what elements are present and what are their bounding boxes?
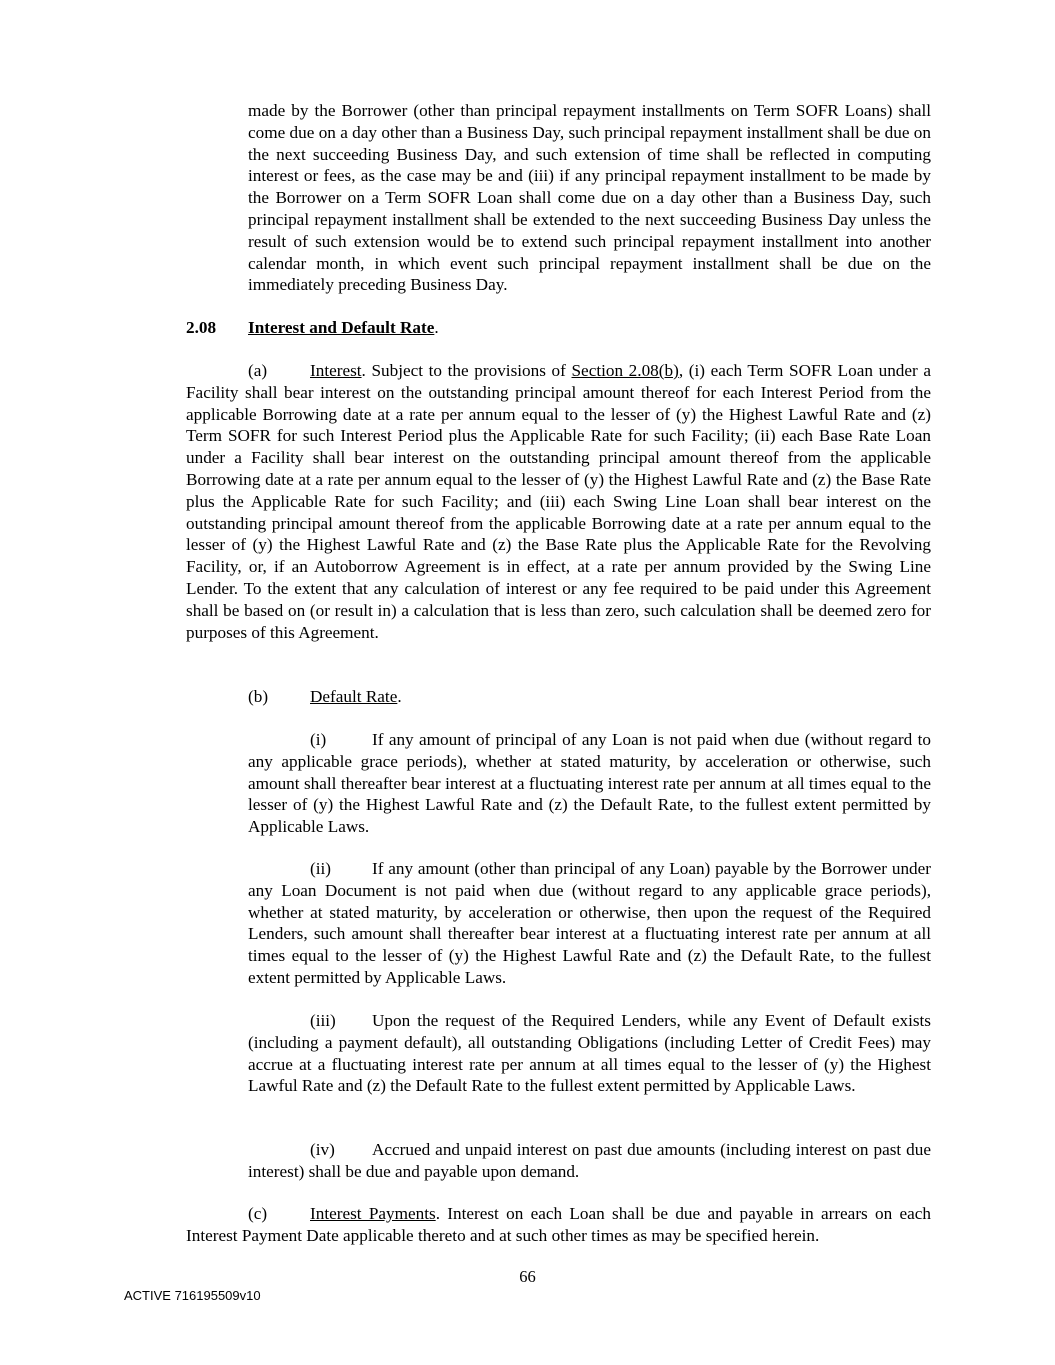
item-ii-label: (ii) <box>310 859 331 878</box>
subsection-c-label: (c) <box>248 1204 268 1223</box>
subsection-a-label: (a) <box>248 361 268 380</box>
item-i-label: (i) <box>310 730 327 749</box>
document-id: ACTIVE 716195509v10 <box>124 1288 261 1303</box>
section-title: Interest and Default Rate <box>248 318 435 337</box>
subsection-b-item-i <box>248 729 931 838</box>
subsection-c-heading: Interest Payments <box>310 1204 436 1223</box>
subsection-b-title: Default Rate <box>310 687 398 706</box>
section-reference-link: Section 2.08(b) <box>571 361 679 380</box>
subsection-b-item-ii <box>248 858 931 989</box>
subsection-b-label: (b) <box>248 687 269 706</box>
item-iv-text: Accrued and unpaid interest on past due amounts (including interest on past due interest) shall be due and payable upon demand. <box>248 1140 931 1181</box>
subsection-a-heading: Interest <box>310 361 362 380</box>
item-i-text: If any amount of principal of any Loan is not paid when due (without regard to any applicable grace periods), whether at stated maturity, by acceleration or otherwise, such amount shall thereafter bear interest at a fluctuating interest rate per annum at all times equal to the lesser of (y) the Highest Lawful Rate and (z) the Default Rate, to the fullest extent permitted by Applicable Laws. <box>248 730 931 837</box>
subsection-a-body: , (i) each Term SOFR Loan under a Facility shall bear interest on the outstanding principal amount thereof for each Interest Period from the applicable Borrowing date at a rate per annum equal to the lesser of (y) the Highest Lawful Rate and (z) Term SOFR for such Interest Period plus the Applicable Rate for such Facility; (ii) each Base Rate Loan under a Facility shall bear interest on the outstanding principal amount thereof from the applicable Borrowing date at a rate per annum equal to the lesser of (y) the Highest Lawful Rate and (z) the Base Rate plus the Applicable Rate for such Facility; and (iii) each Swing Line Loan shall bear interest on the outstanding principal amount thereof from the applicable Borrowing date at a rate per annum equal to the lesser of (y) the Highest Lawful Rate and (z) the Base Rate plus the Applicable Rate for the Revolving Facility, or, if an Autoborrow Agreement is in effect, at a rate per annum provided by the Swing Line Lender. To the extent that any calculation of interest or any fee required to be paid under this Agreement shall be based on (or result in) a calculation that is less than zero, such calculation shall be deemed zero for purposes of this Agreement. <box>186 361 932 642</box>
subsection-b-item-iii <box>248 1010 931 1097</box>
item-iii-text: Upon the request of the Required Lenders, while any Event of Default exists (including a payment default), all outstanding Obligations (including Letter of Credit Fees) may accrue at a fluctuating interest rate per annum at all times equal to the lesser of (y) the Highest Lawful Rate and (z) the Default Rate to the fullest extent permitted by Applicable Laws. <box>248 1011 931 1096</box>
subsection-a-intro: . Subject to the provisions of <box>361 361 572 380</box>
item-iv-label: (iv) <box>310 1140 335 1159</box>
subsection-b-title-suffix: . <box>397 687 402 706</box>
continuation-paragraph: made by the Borrower (other than principal repayment installments on Term SOFR Loans) shall come due on a day other than a Business Day, such principal repayment installment shall be due on the next succeeding Business Day, and such extension of time shall be reflected in computing interest or fees, as the case may be and (iii) if any principal repayment installment to be made by the Borrower on a Term SOFR Loan shall come due on a day other than a Business Day, such principal repayment installment shall be extended to the next succeeding Business Day unless the result of such extension would be to extend such principal repayment installment into another calendar month, in which event such principal repayment installment shall be due on the immediately preceding Business Day. <box>248 101 931 295</box>
section-title-suffix: . <box>434 318 439 337</box>
subsection-b-heading <box>186 686 931 708</box>
item-iii-label: (iii) <box>310 1011 336 1030</box>
item-ii-text: If any amount (other than principal of any Loan) payable by the Borrower under any Loan Document is not paid when due (without regard to any applicable grace periods), whether at stated maturity, by acceleration or otherwise, then upon the request of the Required Lenders, such amount shall thereafter bear interest at a fluctuating interest rate per annum at all times equal to the lesser of (y) the Highest Lawful Rate and (z) the Default Rate, to the fullest extent permitted by Applicable Laws. <box>248 859 931 987</box>
subsection-c-body: . Interest on each Loan shall be due and payable in arrears on each Interest Payment Date applicable thereto and at such other times as may be specified herein. <box>186 1204 932 1245</box>
section-number: 2.08 <box>186 318 217 337</box>
section-heading <box>186 317 439 339</box>
subsection-a <box>186 360 931 643</box>
subsection-b-item-iv <box>248 1139 931 1183</box>
page-number: 66 <box>519 1267 536 1286</box>
subsection-c <box>186 1203 931 1247</box>
